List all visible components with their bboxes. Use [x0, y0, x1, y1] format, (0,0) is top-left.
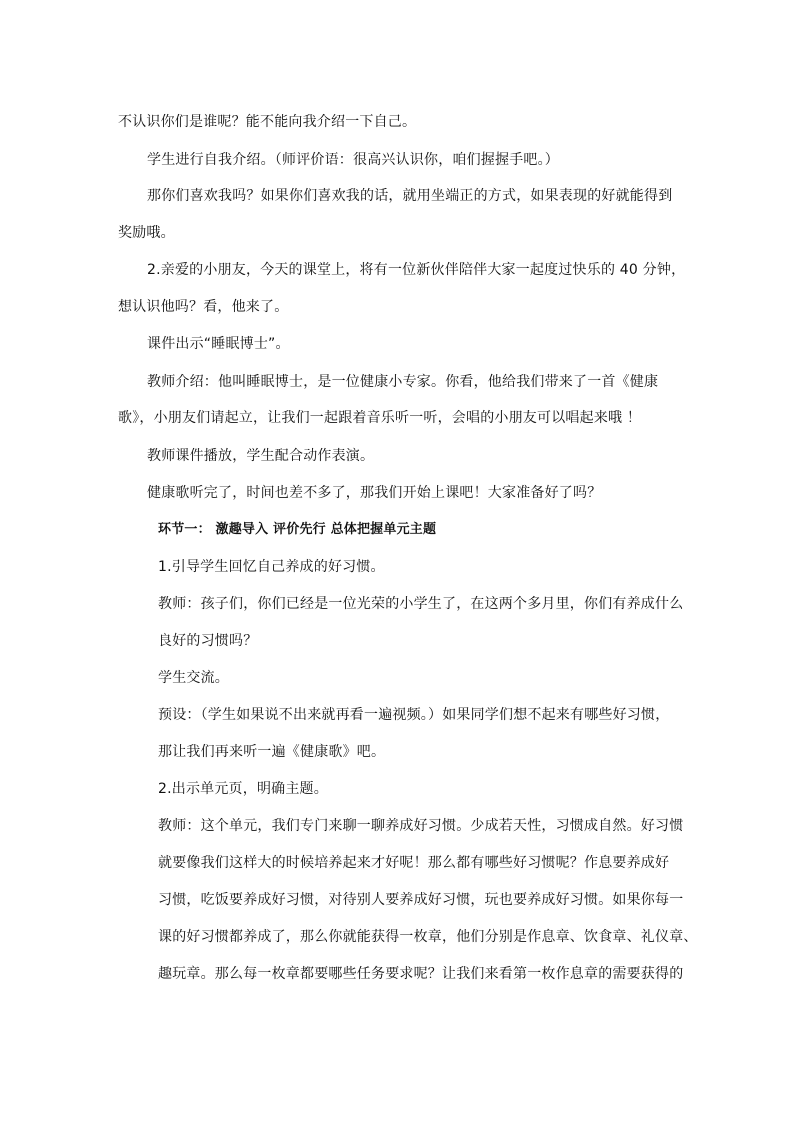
paragraph-line-16: 学生交流。 — [158, 670, 229, 686]
paragraph-line-24: 趣玩章。那么每一枚章都要哪些任务要求呢？让我们来看第一枚作息章的需要获得的 — [158, 966, 684, 982]
paragraph-line-21: 就要像我们这样大的时候培养起来才好呢！那么都有哪些好习惯呢？作息要养成好 — [158, 855, 670, 871]
paragraph-line-15: 良好的习惯吗？ — [158, 633, 258, 649]
paragraph-line-23: 课的好习惯都养成了，那么你就能获得一枚章，他们分别是作息章、饮食章、礼仪章、 — [158, 929, 698, 945]
paragraph-line-13: 1.引导学生回忆自己养成的好习惯。 — [158, 559, 385, 575]
paragraph-line-22: 习惯，吃饭要养成好习惯，对待别人要养成好习惯，玩也要养成好习惯。如果你每一 — [158, 892, 684, 908]
paragraph-line-2: 学生进行自我介绍。（师评价语：很高兴认识你，咱们握握手吧。） — [147, 152, 559, 168]
paragraph-line-7: 课件出示“睡眠博士”。 — [147, 336, 290, 352]
paragraph-line-9: 歌》，小朋友们请起立，让我们一起跟着音乐听一听，会唱的小朋友可以唱起来哦 ！ — [118, 410, 642, 426]
paragraph-line-5: 2.亲爱的小朋友，今天的课堂上，将有一位新伙伴陪伴大家一起度过快乐的 40 分钟， — [147, 262, 686, 278]
paragraph-line-8: 教师介绍：他叫睡眠博士，是一位健康小专家。你看，他给我们带来了一首《健康 — [147, 374, 659, 390]
paragraph-line-10: 教师课件播放，学生配合动作表演。 — [147, 448, 375, 464]
paragraph-line-4: 奖励哦。 — [118, 225, 175, 241]
section-heading: 环节一： 激趣导入 评价先行 总体把握单元主题 — [158, 522, 437, 537]
paragraph-line-3: 那你们喜欢我吗？如果你们喜欢我的话，就用坐端正的方式，如果表现的好就能得到 — [147, 188, 673, 204]
paragraph-line-18: 那让我们再来听一遍《健康歌》吧。 — [158, 744, 386, 760]
paragraph-line-17: 预设：（学生如果说不出来就再看一遍视频。）如果同学们想不起来有哪些好习惯， — [158, 707, 670, 723]
paragraph-line-6: 想认识他吗？看，他来了。 — [118, 299, 289, 315]
paragraph-line-1: 不认识你们是谁呢？能不能向我介绍一下自己。 — [118, 114, 417, 130]
paragraph-line-11: 健康歌听完了，时间也差不多了，那我们开始上课吧！大家准备好了吗？ — [147, 485, 602, 501]
paragraph-line-20: 教师：这个单元，我们专门来聊一聊养成好习惯。少成若天性，习惯成自然。好习惯 — [158, 818, 684, 834]
paragraph-line-14: 教师：孩子们，你们已经是一位光荣的小学生了，在这两个多月里，你们有养成什么 — [158, 596, 684, 612]
paragraph-line-19: 2.出示单元页，明确主题。 — [158, 781, 328, 797]
